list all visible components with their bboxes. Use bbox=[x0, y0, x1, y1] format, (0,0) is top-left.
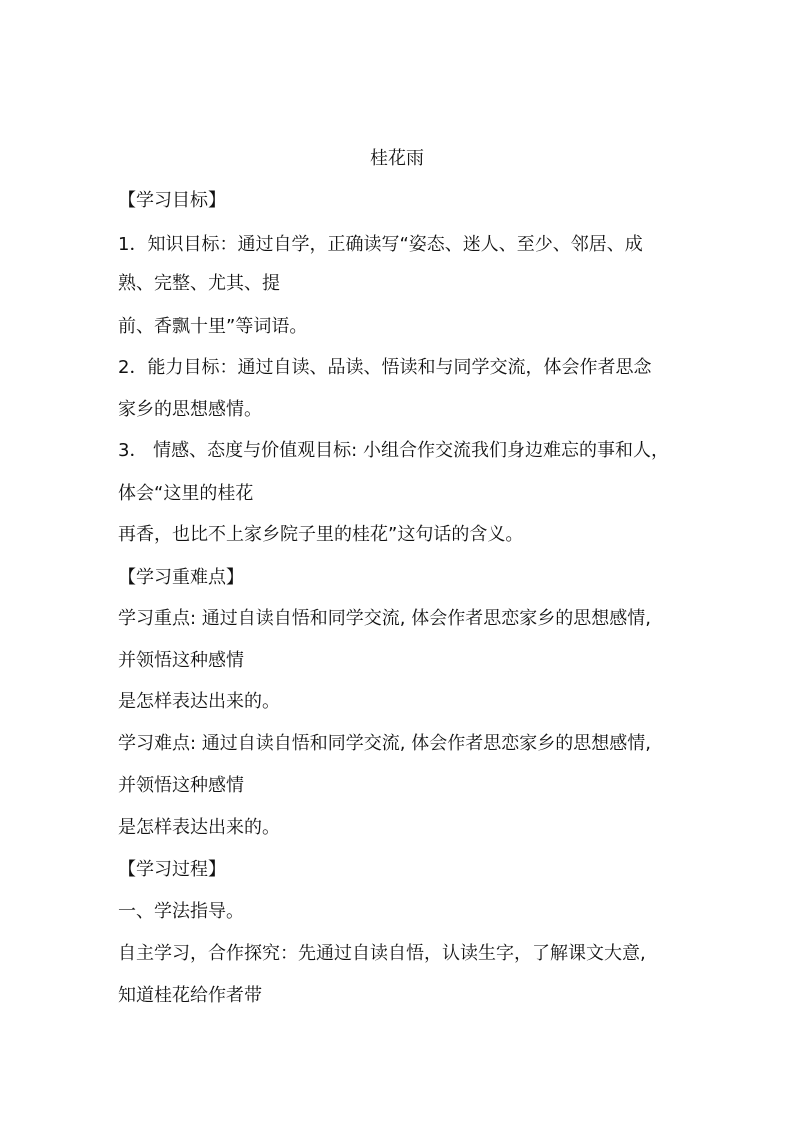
section-heading-learning-process: 【学习过程】 bbox=[118, 859, 226, 880]
paragraph-line: 并领悟这种感情 bbox=[118, 775, 244, 796]
document-title: 桂花雨 bbox=[370, 148, 424, 169]
paragraph-line: 并领悟这种感情 bbox=[118, 650, 244, 671]
paragraph-line: 2．能力目标：通过自读、品读、悟读和与同学交流，体会作者思念 bbox=[118, 357, 652, 378]
paragraph-line: 家乡的思想感情。 bbox=[118, 399, 262, 420]
paragraph-line: 熟、完整、尤其、提 bbox=[118, 273, 280, 294]
section-heading-key-points: 【学习重难点】 bbox=[118, 567, 244, 588]
section-heading-learning-goals: 【学习目标】 bbox=[118, 190, 226, 211]
paragraph-line: 是怎样表达出来的。 bbox=[118, 691, 280, 712]
paragraph-line: 体会“这里的桂花 bbox=[118, 483, 254, 504]
paragraph-line: 知道桂花给作者带 bbox=[118, 985, 262, 1006]
paragraph-line: 前、香飘十里”等词语。 bbox=[118, 316, 308, 337]
paragraph-line: 1．知识目标：通过自学，正确读写“姿态、迷人、至少、邻居、成 bbox=[118, 234, 643, 255]
paragraph-line: 学习难点: 通过自读自悟和同学交流, 体会作者思恋家乡的思想感情, bbox=[118, 733, 651, 754]
paragraph-line: 学习重点: 通过自读自悟和同学交流, 体会作者思恋家乡的思想感情, bbox=[118, 608, 651, 629]
paragraph-line: 是怎样表达出来的。 bbox=[118, 817, 280, 838]
paragraph-line: 3． 情感、态度与价值观目标: 小组合作交流我们身边难忘的事和人， bbox=[118, 440, 669, 461]
paragraph-line: 一、学法指导。 bbox=[118, 901, 244, 922]
paragraph-line: 自主学习，合作探究：先通过自读自悟，认读生字，了解课文大意, bbox=[118, 943, 646, 964]
paragraph-line: 再香，也比不上家乡院子里的桂花”这句话的含义。 bbox=[118, 524, 524, 545]
